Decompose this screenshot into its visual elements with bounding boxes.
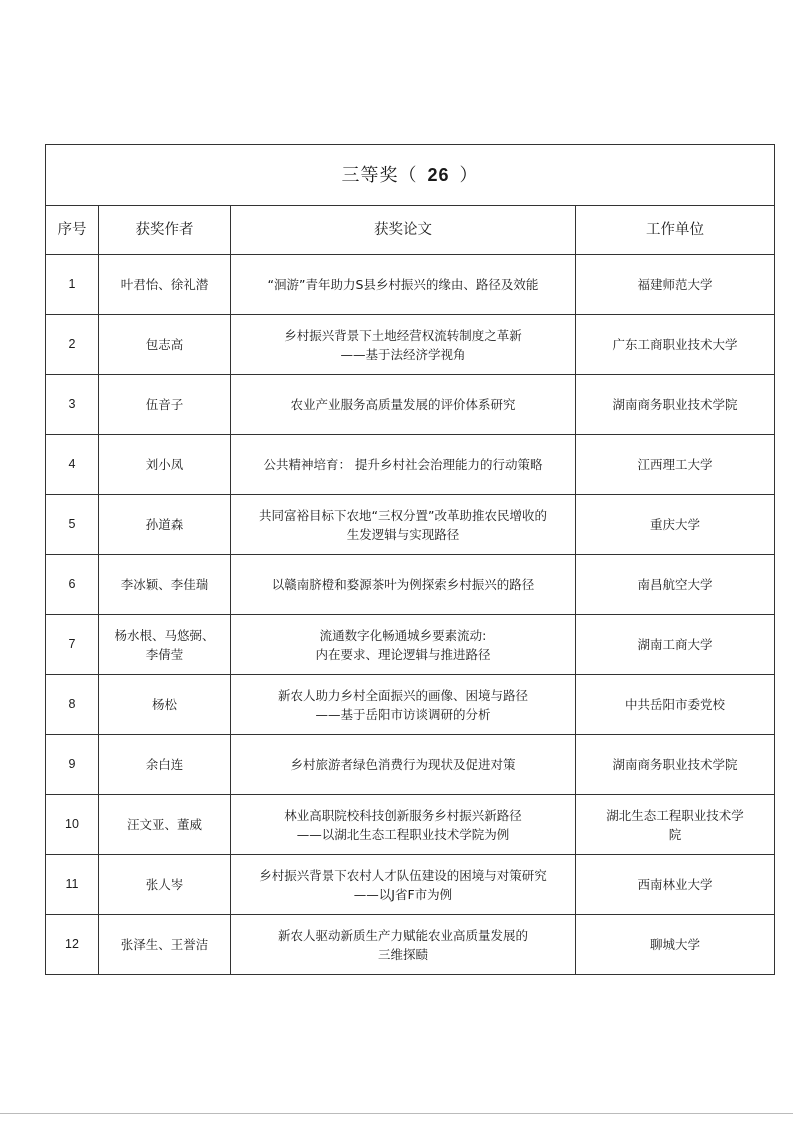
row-authors-line: 孙道森	[145, 517, 184, 532]
row-unit-line: 湖南商务职业技术学院	[612, 757, 738, 772]
award-table	[45, 144, 775, 975]
column-header-authors: 获奖作者	[99, 206, 231, 255]
table-row	[46, 855, 775, 915]
row-authors	[99, 555, 231, 615]
row-paper-line: 以赣南脐橙和婺源茶叶为例探索乡村振兴的路径	[271, 577, 535, 592]
row-index: 3	[46, 375, 99, 435]
row-paper-line: ——以湖北生态工程职业技术学院为例	[296, 826, 510, 842]
award-title	[46, 145, 775, 206]
table-row	[46, 435, 775, 495]
row-paper	[231, 555, 576, 615]
row-paper-line: 乡村旅游者绿色消费行为现状及促进对策	[290, 757, 516, 772]
table-row	[46, 795, 775, 855]
row-unit-line: 西南林业大学	[637, 877, 713, 892]
row-paper	[231, 315, 576, 375]
row-unit	[576, 375, 775, 435]
row-paper	[231, 435, 576, 495]
row-index: 2	[46, 315, 99, 375]
row-authors	[99, 435, 231, 495]
table-row	[46, 615, 775, 675]
award-title-close: ）	[459, 164, 479, 186]
row-authors	[99, 675, 231, 735]
row-unit-line: 广东工商职业技术大学	[612, 337, 738, 352]
row-unit-line: 聊城大学	[650, 937, 701, 952]
row-paper-line: 新农人助力乡村全面振兴的画像、困境与路径	[277, 687, 528, 703]
row-authors-line: 刘小凤	[145, 457, 184, 472]
award-count: 26	[427, 164, 450, 185]
table-row	[46, 315, 775, 375]
row-unit-line: 江西理工大学	[637, 457, 713, 472]
row-paper	[231, 795, 576, 855]
row-paper-line: 共同富裕目标下农地“三权分置”改革助推农民增收的	[259, 507, 547, 523]
row-unit	[576, 675, 775, 735]
table-row	[46, 555, 775, 615]
row-paper-line: ——以J省F市为例	[353, 886, 453, 902]
row-authors	[99, 375, 231, 435]
row-unit	[576, 855, 775, 915]
row-unit	[576, 255, 775, 315]
row-authors-line: 伍音子	[145, 397, 184, 412]
row-authors	[99, 495, 231, 555]
row-unit-line: 湖北生态工程职业技术学	[606, 807, 744, 823]
row-index: 11	[46, 855, 99, 915]
row-unit	[576, 315, 775, 375]
row-authors	[99, 315, 231, 375]
row-unit	[576, 495, 775, 555]
table-row	[46, 735, 775, 795]
row-paper-line: 生发逻辑与实现路径	[346, 526, 460, 542]
row-authors-line: 包志高	[145, 337, 184, 352]
row-paper-line: 林业高职院校科技创新服务乡村振兴新路径	[284, 807, 522, 823]
row-paper-line: 公共精神培育： 提升乡村社会治理能力的行动策略	[263, 457, 543, 472]
row-unit-line: 中共岳阳市委党校	[625, 697, 726, 712]
row-authors	[99, 615, 231, 675]
row-authors-line: 余白连	[145, 757, 184, 772]
row-paper	[231, 615, 576, 675]
column-header-paper: 获奖论文	[231, 206, 576, 255]
page-bottom-rule	[0, 1113, 793, 1114]
table-row	[46, 675, 775, 735]
row-paper-line: 三维探赜	[377, 946, 428, 962]
row-authors	[99, 795, 231, 855]
row-paper	[231, 375, 576, 435]
row-paper	[231, 735, 576, 795]
row-authors	[99, 855, 231, 915]
table-row	[46, 255, 775, 315]
row-paper-line: 乡村振兴背景下土地经营权流转制度之革新	[284, 327, 522, 343]
row-authors-line: 李冰颖、李佳瑞	[120, 577, 209, 592]
row-paper-line: ——基于岳阳市访谈调研的分析	[315, 706, 491, 722]
row-unit-line: 南昌航空大学	[637, 577, 713, 592]
table-row	[46, 915, 775, 975]
row-paper-line: 流通数字化畅通城乡要素流动:	[319, 627, 487, 643]
row-index: 5	[46, 495, 99, 555]
row-paper	[231, 675, 576, 735]
table-row	[46, 375, 775, 435]
row-index: 1	[46, 255, 99, 315]
row-index: 8	[46, 675, 99, 735]
award-title-text: 三等奖（	[341, 164, 418, 186]
row-unit-line: 湖南工商大学	[637, 637, 713, 652]
row-paper-line: “洄游”青年助力S县乡村振兴的缘由、路径及效能	[267, 277, 539, 292]
row-authors	[99, 255, 231, 315]
row-authors-line: 杨松	[151, 697, 177, 712]
row-unit-line: 院	[668, 826, 682, 842]
row-paper	[231, 495, 576, 555]
row-paper-line: 农业产业服务高质量发展的评价体系研究	[290, 397, 516, 412]
column-header-row	[46, 206, 775, 255]
row-authors	[99, 735, 231, 795]
row-paper	[231, 255, 576, 315]
column-header-index: 序号	[46, 206, 99, 255]
row-paper	[231, 855, 576, 915]
row-index: 4	[46, 435, 99, 495]
row-unit-line: 重庆大学	[650, 517, 701, 532]
row-paper-line: 乡村振兴背景下农村人才队伍建设的困境与对策研究	[259, 867, 547, 883]
row-index: 7	[46, 615, 99, 675]
row-authors	[99, 915, 231, 975]
row-paper-line: ——基于法经济学视角	[340, 346, 466, 362]
award-rows	[46, 255, 775, 975]
row-unit-line: 湖南商务职业技术学院	[612, 397, 738, 412]
row-unit	[576, 735, 775, 795]
row-authors-line: 叶君怡、徐礼潜	[120, 277, 209, 292]
row-unit-line: 福建师范大学	[637, 277, 713, 292]
row-paper	[231, 915, 576, 975]
row-paper-line: 新农人驱动新质生产力赋能农业高质量发展的	[277, 927, 528, 943]
row-authors-line: 汪文亚、董威	[126, 817, 202, 832]
row-unit	[576, 795, 775, 855]
row-index: 12	[46, 915, 99, 975]
row-unit	[576, 555, 775, 615]
row-authors-line: 张泽生、王誉洁	[120, 937, 209, 952]
table-row	[46, 495, 775, 555]
award-title-row	[46, 145, 775, 206]
row-authors-line: 张人岑	[145, 877, 184, 892]
row-index: 6	[46, 555, 99, 615]
row-unit	[576, 615, 775, 675]
row-authors-line: 李倩莹	[145, 646, 184, 662]
row-unit	[576, 435, 775, 495]
row-paper-line: 内在要求、理论逻辑与推进路径	[315, 646, 491, 662]
row-index: 9	[46, 735, 99, 795]
column-header-unit: 工作单位	[576, 206, 775, 255]
row-index: 10	[46, 795, 99, 855]
row-unit	[576, 915, 775, 975]
row-authors-line: 杨水根、马悠弼、	[114, 627, 215, 643]
